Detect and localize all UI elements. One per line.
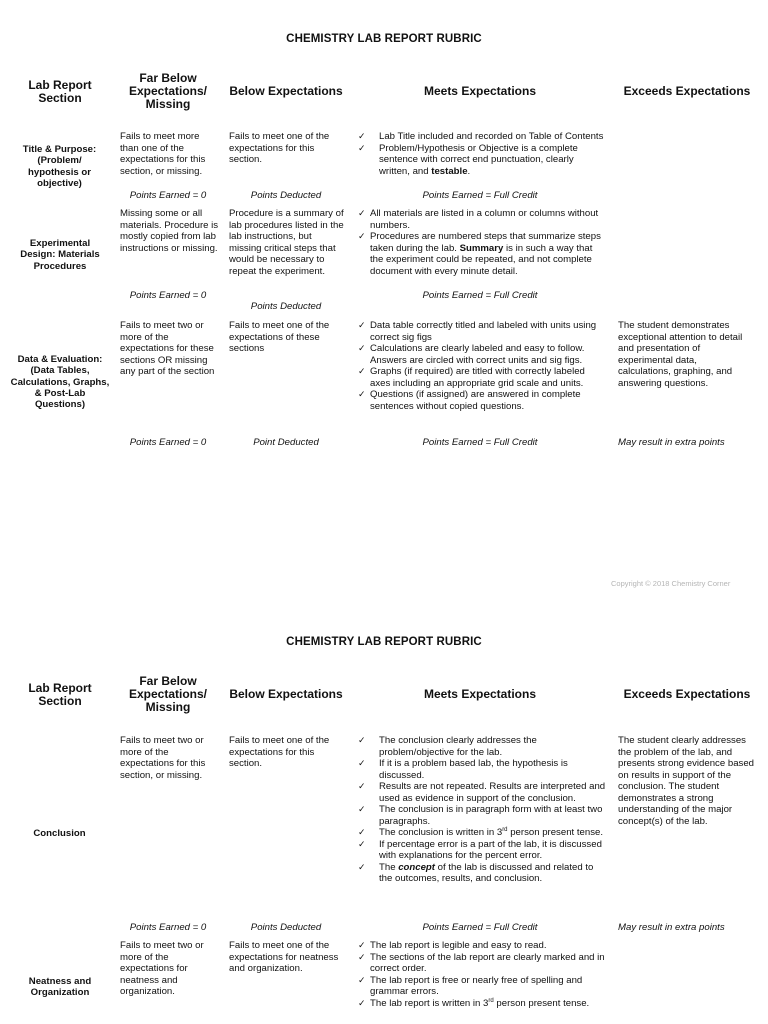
points-below: Points Deducted	[250, 922, 322, 933]
checklist-item: ✓ The conclusion clearly addresses the problem/objective for the lab.	[358, 735, 608, 758]
header-section: Lab Report Section	[28, 681, 92, 708]
cell-far-below: Fails to meet two or more of the expectations for this section, or missing.	[120, 735, 206, 781]
copyright-notice: Copyright © 2018 Chemistry Corner	[611, 579, 731, 588]
points-below: Points Deducted	[250, 190, 322, 201]
cell-meets-checklist	[358, 940, 606, 1009]
checklist-item: ✓ The conclusion is in paragraph form with at least two paragraphs.	[358, 804, 608, 827]
checklist-item: ✓ The lab report is free or nearly free of spelling and grammar errors.	[358, 975, 606, 998]
points-far-below: Points Earned = 0	[129, 922, 207, 933]
cell-exceeds: The student clearly addresses the problem of the lab, and presents strong evidence based on results in support of the conclusion. The student demonstrates a strong understanding of the major concept(s) of the lab.	[618, 735, 754, 827]
cell-meets-checklist	[358, 208, 606, 277]
checklist-item: ✓ Lab Title included and recorded on Table of Contents	[358, 131, 606, 143]
points-far-below: Points Earned = 0	[129, 290, 207, 301]
points-meets: Points Earned = Full Credit	[422, 437, 538, 448]
checklist-item: ✓ Data table correctly titled and labeled with units using correct sig figs	[358, 320, 606, 343]
cell-meets-checklist	[358, 735, 608, 885]
checklist-item: ✓ The concept of the lab is discussed and related to the outcomes, results, and conclusion.	[358, 862, 608, 885]
row-section-label: Conclusion	[33, 828, 86, 839]
checklist-item: ✓ The lab report is legible and easy to read.	[358, 940, 606, 952]
checklist-item: ✓ Results are not repeated. Results are interpreted and used as evidence in support of the conclusion.	[358, 781, 608, 804]
cell-below: Fails to meet one of the expectations for this section.	[229, 131, 330, 165]
checklist-item: ✓ Calculations are clearly labeled and easy to follow. Answers are circled with correct units and sig figs.	[358, 343, 606, 366]
checklist-item: ✓ The lab report is written in 3rd person present tense.	[358, 998, 606, 1010]
cell-below: Fails to meet one of the expectations for this section.	[229, 735, 330, 769]
checklist-item: ✓ If it is a problem based lab, the hypothesis is discussed.	[358, 758, 608, 781]
header-section: Lab Report Section	[28, 78, 92, 105]
checklist-item: ✓ Questions (if assigned) are answered in complete sentences without copied questions.	[358, 389, 606, 412]
cell-far-below: Fails to meet two or more of the expectations for these sections OR missing any part of the section	[120, 320, 215, 377]
cell-below: Fails to meet one of the expectations of these sections	[229, 320, 330, 354]
points-below: Points Deducted	[250, 301, 322, 312]
page-title: CHEMISTRY LAB REPORT RUBRIC	[286, 33, 482, 45]
header-far-below: Far Below Expectations/ Missing	[128, 674, 208, 714]
header-exceeds: Exceeds Expectations	[623, 84, 751, 98]
checklist-item: ✓ The conclusion is written in 3rd person present tense.	[358, 827, 608, 839]
cell-far-below: Missing some or all materials. Procedure is mostly copied from lab instructions or missing.	[120, 208, 219, 254]
points-far-below: Points Earned = 0	[129, 437, 207, 448]
page-title: CHEMISTRY LAB REPORT RUBRIC	[286, 636, 482, 648]
checklist-item: ✓ The sections of the lab report are clearly marked and in correct order.	[358, 952, 606, 975]
cell-far-below: Fails to meet two or more of the expectations for neatness and organization.	[120, 940, 204, 997]
row-section-label: Data & Evaluation: (Data Tables, Calculations, Graphs, & Post-Lab Questions)	[10, 354, 110, 411]
points-exceeds: May result in extra points	[618, 437, 725, 448]
points-far-below: Points Earned = 0	[129, 190, 207, 201]
cell-exceeds: The student demonstrates exceptional attention to detail and presentation of experimental data, calculations, graphing, and answering questions.	[618, 320, 743, 389]
cell-below: Procedure is a summary of lab procedures listed in the lab instructions, but missing critical steps that would be necessary to repeat the experiment.	[229, 208, 344, 277]
points-meets: Points Earned = Full Credit	[422, 290, 538, 301]
checklist-item: ✓ Problem/Hypothesis or Objective is a complete sentence with correct end punctuation, clearly written, and testable.	[358, 143, 606, 178]
header-far-below: Far Below Expectations/ Missing	[128, 71, 208, 111]
points-meets: Points Earned = Full Credit	[422, 922, 538, 933]
points-meets: Points Earned = Full Credit	[422, 190, 538, 201]
checklist-item: ✓ All materials are listed in a column or columns without numbers.	[358, 208, 606, 231]
row-section-label: Experimental Design: Materials Procedures	[20, 238, 100, 272]
row-section-label: Title & Purpose: (Problem/ hypothesis or objective)	[22, 144, 97, 189]
header-below: Below Expectations	[229, 84, 343, 98]
cell-below: Fails to meet one of the expectations for neatness and organization.	[229, 940, 339, 974]
header-meets: Meets Expectations	[423, 84, 537, 98]
cell-far-below: Fails to meet more than one of the expectations for this section, or missing.	[120, 131, 206, 177]
points-below: Point Deducted	[253, 437, 319, 448]
checklist-item: ✓ Graphs (if required) are titled with correctly labeled axes including an appropriate grid scale and units.	[358, 366, 606, 389]
checklist-item: ✓ If percentage error is a part of the lab, it is discussed with explanations for the percent error.	[358, 839, 608, 862]
cell-meets-checklist	[358, 320, 606, 412]
cell-meets-checklist	[358, 131, 606, 177]
row-section-label: Neatness and Organization	[28, 976, 92, 999]
header-exceeds: Exceeds Expectations	[623, 687, 751, 701]
header-meets: Meets Expectations	[423, 687, 537, 701]
header-below: Below Expectations	[229, 687, 343, 701]
points-exceeds: May result in extra points	[618, 922, 725, 933]
checklist-item: ✓ Procedures are numbered steps that summarize steps taken during the lab. Summary is in such a way that the experiment could be repeated, and not complete document with every minute detail.	[358, 231, 606, 277]
